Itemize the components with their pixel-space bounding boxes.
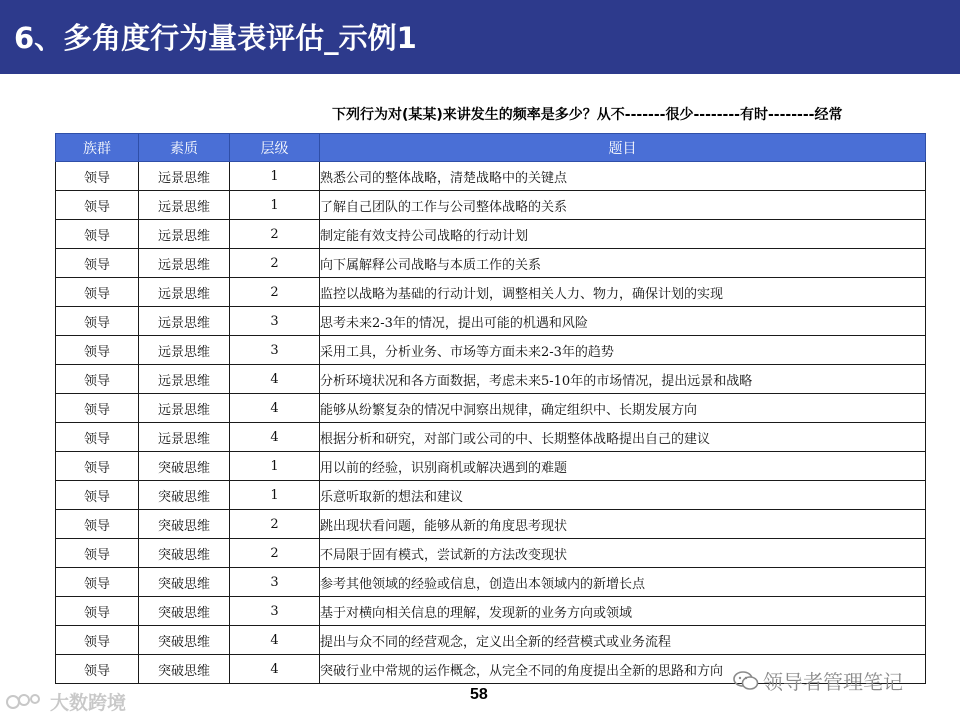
cell-cluster: 领导: [56, 568, 139, 597]
cell-level: 3: [230, 597, 320, 626]
table-row: [56, 394, 926, 423]
table-row: [56, 539, 926, 568]
cell-level: 3: [230, 307, 320, 336]
cell-cluster: 领导: [56, 481, 139, 510]
cell-quality: 远景思维: [139, 307, 230, 336]
cell-level: 2: [230, 220, 320, 249]
cell-level: 1: [230, 481, 320, 510]
wechat-icon: [733, 670, 759, 692]
cell-item: 熟悉公司的整体战略，清楚战略中的关键点: [320, 162, 926, 191]
table-row: [56, 162, 926, 191]
cell-quality: 远景思维: [139, 365, 230, 394]
cell-level: 3: [230, 568, 320, 597]
cell-cluster: 领导: [56, 307, 139, 336]
cell-level: 4: [230, 626, 320, 655]
cell-cluster: 领导: [56, 597, 139, 626]
cell-level: 2: [230, 278, 320, 307]
column-header-level: 层级: [230, 134, 320, 162]
behavior-table: [55, 133, 926, 684]
cell-quality: 突破思维: [139, 597, 230, 626]
cell-item: 了解自己团队的工作与公司整体战略的关系: [320, 191, 926, 220]
cell-item: 参考其他领域的经验或信息，创造出本领域内的新增长点: [320, 568, 926, 597]
cell-cluster: 领导: [56, 423, 139, 452]
table-row: [56, 423, 926, 452]
cell-level: 2: [230, 539, 320, 568]
cell-item: 不局限于固有模式，尝试新的方法改变现状: [320, 539, 926, 568]
column-header-item: 题目: [320, 134, 926, 162]
table-header-row: [56, 134, 926, 162]
table-row: [56, 191, 926, 220]
cell-item: 监控以战略为基础的行动计划，调整相关人力、物力，确保计划的实现: [320, 278, 926, 307]
cell-quality: 远景思维: [139, 249, 230, 278]
cell-quality: 突破思维: [139, 481, 230, 510]
cell-quality: 远景思维: [139, 162, 230, 191]
cell-cluster: 领导: [56, 394, 139, 423]
cell-item: 突破行业中常规的运作概念，从完全不同的角度提出全新的思路和方向: [320, 655, 926, 684]
cell-item: 制定能有效支持公司战略的行动计划: [320, 220, 926, 249]
cell-cluster: 领导: [56, 162, 139, 191]
cell-cluster: 领导: [56, 539, 139, 568]
cell-level: 4: [230, 365, 320, 394]
watermark-right: [733, 666, 903, 695]
cell-item: 根据分析和研究，对部门或公司的中、长期整体战略提出自己的建议: [320, 423, 926, 452]
cell-level: 3: [230, 336, 320, 365]
cell-quality: 突破思维: [139, 626, 230, 655]
cell-cluster: 领导: [56, 220, 139, 249]
title-bar: [0, 0, 960, 74]
cell-quality: 突破思维: [139, 510, 230, 539]
cell-cluster: 领导: [56, 626, 139, 655]
cell-quality: 远景思维: [139, 336, 230, 365]
table-row: [56, 307, 926, 336]
cell-item: 采用工具，分析业务、市场等方面未来2-3年的趋势: [320, 336, 926, 365]
cell-quality: 远景思维: [139, 423, 230, 452]
cell-level: 2: [230, 249, 320, 278]
cell-quality: 远景思维: [139, 394, 230, 423]
cell-level: 2: [230, 510, 320, 539]
watermark-right-text: 领导者管理笔记: [763, 670, 903, 694]
cell-item: 基于对横向相关信息的理解，发现新的业务方向或领域: [320, 597, 926, 626]
cell-quality: 突破思维: [139, 452, 230, 481]
cell-item: 用以前的经验，识别商机或解决遇到的难题: [320, 452, 926, 481]
watermark-left: [6, 688, 126, 715]
column-header-quality: 素质: [139, 134, 230, 162]
table-row: [56, 249, 926, 278]
cell-quality: 突破思维: [139, 539, 230, 568]
cell-cluster: 领导: [56, 510, 139, 539]
table-row: [56, 336, 926, 365]
cell-level: 4: [230, 394, 320, 423]
cell-cluster: 领导: [56, 336, 139, 365]
table-row: [56, 365, 926, 394]
table-row: [56, 510, 926, 539]
cell-quality: 远景思维: [139, 220, 230, 249]
page-title: 6、多角度行为量表评估_示例1: [14, 21, 417, 55]
cell-level: 4: [230, 655, 320, 684]
cell-item: 思考未来2-3年的情况，提出可能的机遇和风险: [320, 307, 926, 336]
cell-cluster: 领导: [56, 655, 139, 684]
cell-cluster: 领导: [56, 452, 139, 481]
table-body: [56, 162, 926, 684]
cell-cluster: 领导: [56, 249, 139, 278]
cell-item: 能够从纷繁复杂的情况中洞察出规律，确定组织中、长期发展方向: [320, 394, 926, 423]
cell-quality: 突破思维: [139, 655, 230, 684]
cell-level: 1: [230, 452, 320, 481]
brand-logo-icon: [6, 691, 46, 713]
cell-item: 分析环境状况和各方面数据，考虑未来5-10年的市场情况，提出远景和战略: [320, 365, 926, 394]
table-row: [56, 220, 926, 249]
table-row: [56, 597, 926, 626]
table-row: [56, 568, 926, 597]
cell-cluster: 领导: [56, 278, 139, 307]
cell-item: 向下属解释公司战略与本质工作的关系: [320, 249, 926, 278]
cell-quality: 远景思维: [139, 278, 230, 307]
cell-level: 4: [230, 423, 320, 452]
cell-cluster: 领导: [56, 365, 139, 394]
table-row: [56, 481, 926, 510]
cell-quality: 远景思维: [139, 191, 230, 220]
table-row: [56, 278, 926, 307]
cell-item: 跳出现状看问题，能够从新的角度思考现状: [320, 510, 926, 539]
cell-level: 1: [230, 162, 320, 191]
column-header-cluster: 族群: [56, 134, 139, 162]
cell-level: 1: [230, 191, 320, 220]
table-row: [56, 626, 926, 655]
table-row: [56, 452, 926, 481]
cell-item: 乐意听取新的想法和建议: [320, 481, 926, 510]
watermark-left-text: 大数跨境: [50, 692, 127, 714]
cell-cluster: 领导: [56, 191, 139, 220]
frequency-question: 下列行为对(某某)来讲发生的频率是多少？从不-------很少--------有时--------经常: [332, 107, 843, 123]
page-number: 58: [470, 686, 488, 703]
cell-item: 提出与众不同的经营观念，定义出全新的经营模式或业务流程: [320, 626, 926, 655]
cell-quality: 突破思维: [139, 568, 230, 597]
